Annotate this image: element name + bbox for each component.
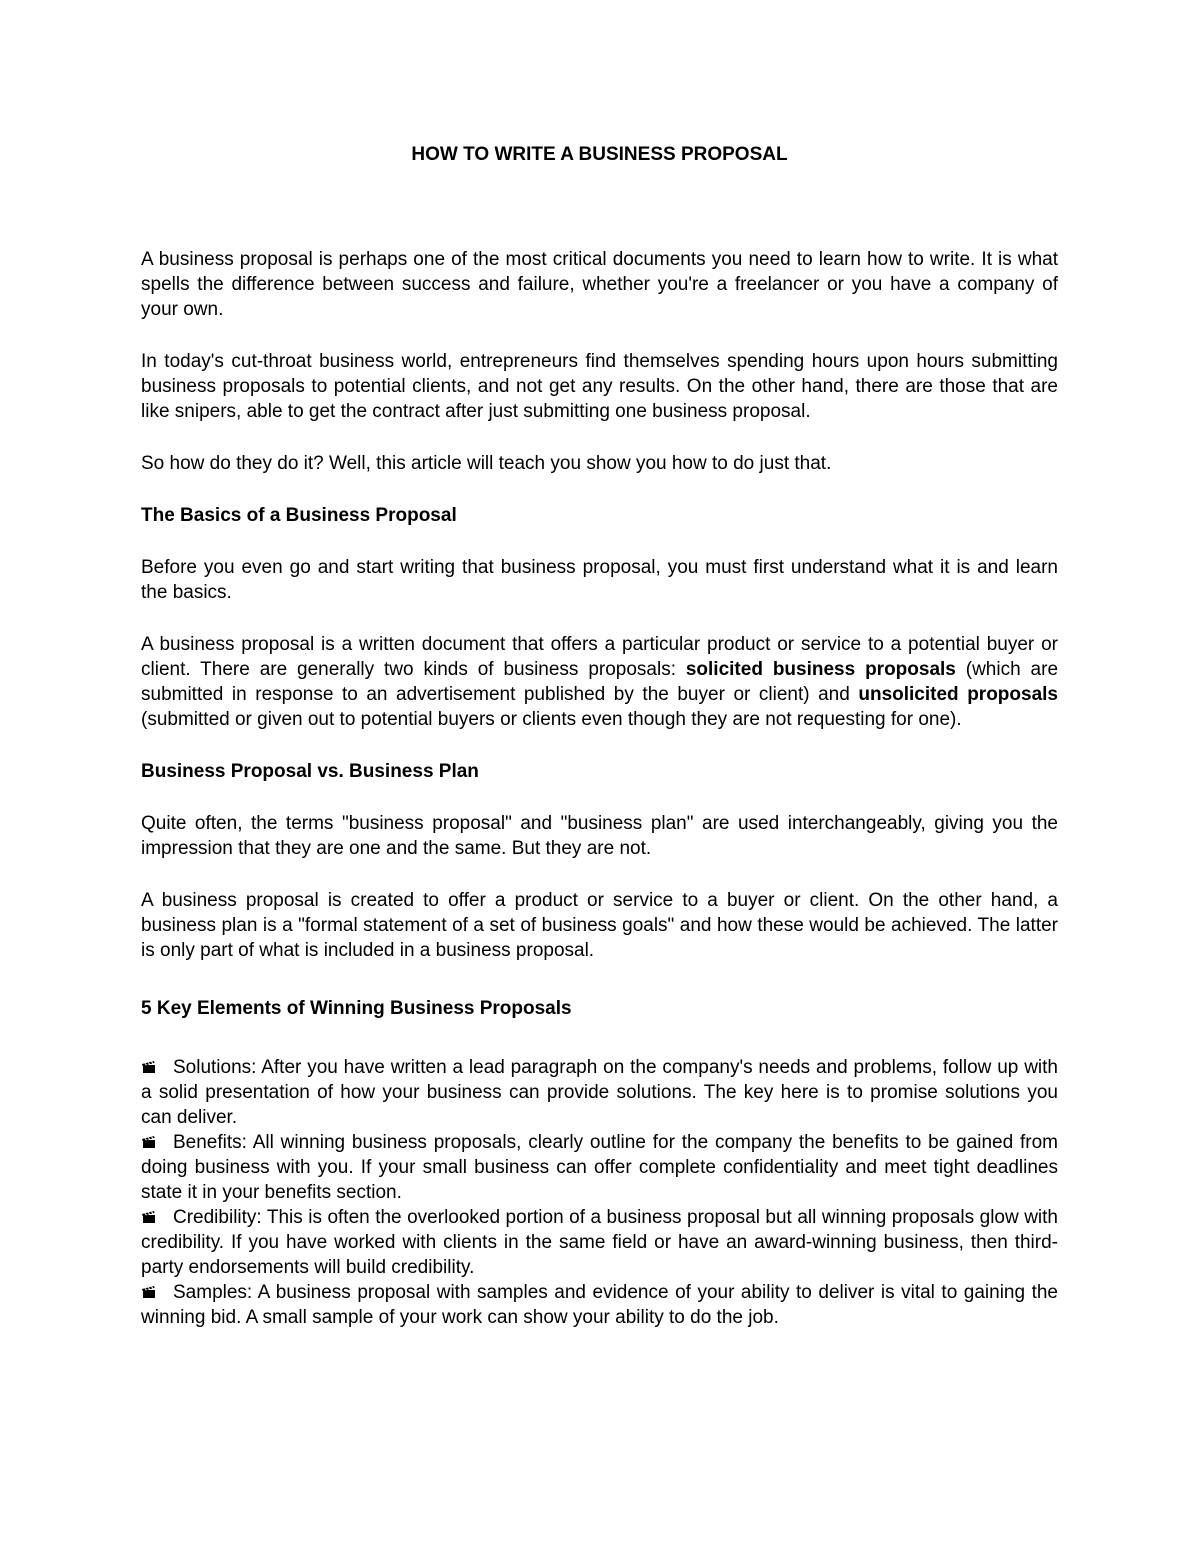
intro-paragraph-2: In today's cut-throat business world, entrepreneurs find themselves spending hours upon hours submitting business proposals to potential clients, and not get any results. On the other hand, there are those that are like snipers, able to get the contract after just submitting one business proposal. [141, 351, 1058, 422]
key-elements-list [141, 1055, 1058, 1330]
section-heading-elements: 5 Key Elements of Winning Business Proposals [141, 998, 572, 1019]
unsolicited-term: unsolicited proposals [858, 684, 1058, 705]
section-heading-vs: Business Proposal vs. Business Plan [141, 761, 479, 782]
clapperboard-icon [141, 1210, 157, 1224]
list-item [141, 1280, 1058, 1330]
bullet-text-credibility: Credibility: This is often the overlooked portion of a business proposal but all winning proposals glow with credibility. If you have worked with clients in the same field or have an award-winning business, then third-party endorsements will build credibility. [141, 1207, 1058, 1278]
basics-p2-text-3: (submitted or given out to potential buyers or clients even though they are not requesting for one). [141, 709, 962, 730]
vs-paragraph-1: Quite often, the terms "business proposal" and "business plan" are used interchangeably, giving you the impression that they are one and the same. But they are not. [141, 813, 1058, 859]
intro-paragraph-3: So how do they do it? Well, this article will teach you show you how to do just that. [141, 453, 832, 474]
vs-paragraph-2: A business proposal is created to offer a product or service to a buyer or client. On the other hand, a business plan is a "formal statement of a set of business goals" and how these would be achieved. The latter is only part of what is included in a business proposal. [141, 890, 1058, 961]
clapperboard-icon [141, 1135, 157, 1149]
basics-paragraph-2 [141, 632, 1058, 732]
bullet-text-solutions: Solutions: After you have written a lead paragraph on the company's needs and problems, follow up with a solid presentation of how your business can provide solutions. The key here is to promise solutions you can deliver. [141, 1057, 1058, 1128]
clapperboard-icon [141, 1060, 157, 1074]
document-body [141, 247, 1058, 1330]
list-item [141, 1205, 1058, 1280]
document-title: HOW TO WRITE A BUSINESS PROPOSAL [411, 144, 788, 165]
intro-paragraph-1: A business proposal is perhaps one of the most critical documents you need to learn how to write. It is what spells the difference between success and failure, whether you're a freelancer or you have a company of your own. [141, 249, 1058, 320]
clapperboard-icon [141, 1285, 157, 1299]
basics-p2-text-1: A business proposal is a written document that offers a particular product or service to a potential buyer or client. There are generally two kinds of business proposals: [141, 634, 1058, 680]
basics-p2-text-2: (which are submitted in response to an advertisement published by the buyer or client) and [141, 659, 1059, 705]
bullet-text-benefits: Benefits: All winning business proposals, clearly outline for the company the benefits to be gained from doing business with you. If your small business can offer complete confidentiality and meet tight deadlines state it in your benefits section. [141, 1132, 1058, 1203]
bullet-text-samples: Samples: A business proposal with samples and evidence of your ability to deliver is vital to gaining the winning bid. A small sample of your work can show your ability to do the job. [141, 1282, 1058, 1328]
list-item [141, 1130, 1058, 1205]
basics-paragraph-1: Before you even go and start writing that business proposal, you must first understand what it is and learn the basics. [141, 557, 1058, 603]
section-heading-basics: The Basics of a Business Proposal [141, 505, 457, 526]
solicited-term: solicited business proposals [685, 659, 956, 680]
list-item [141, 1055, 1058, 1130]
